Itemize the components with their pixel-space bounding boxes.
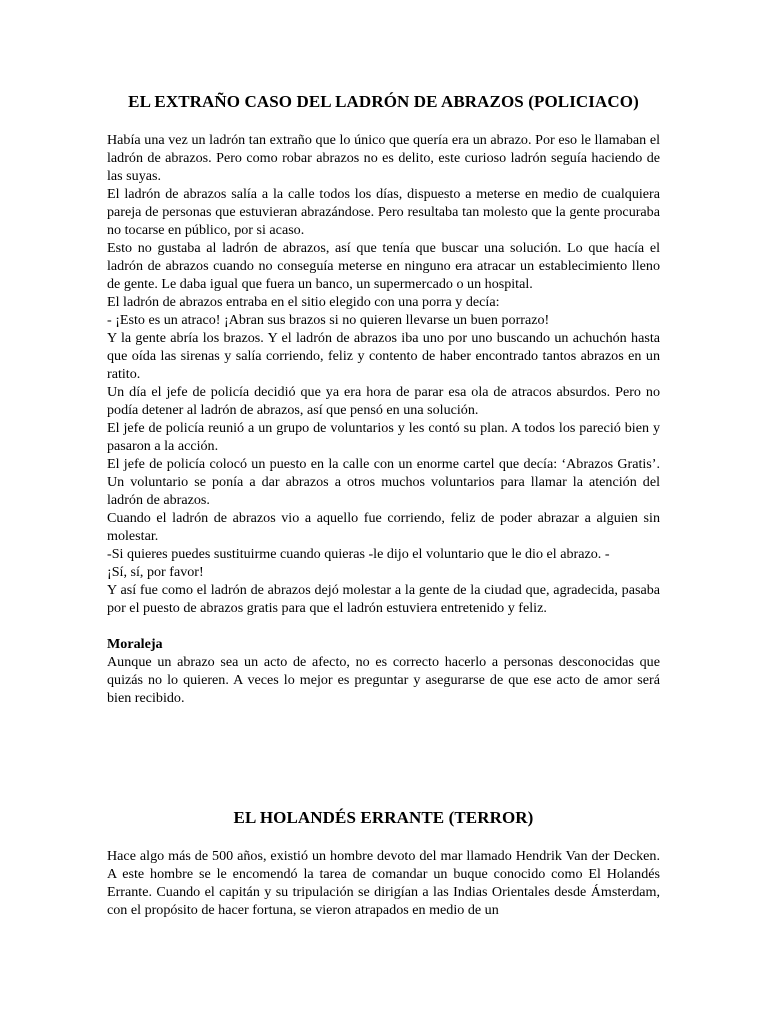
moral-section (107, 635, 660, 707)
story-holandes-errante (107, 808, 660, 919)
paragraph: Cuando el ladrón de abrazos vio a aquello fue corriendo, feliz de poder abrazar a alguien sin molestar. (107, 510, 660, 544)
paragraph: El ladrón de abrazos entraba en el sitio elegido con una porra y decía: (107, 294, 500, 310)
paragraph: El jefe de policía colocó un puesto en la calle con un enorme cartel que decía: ‘Abrazos Gratis’. Un voluntario se ponía a dar abrazos a otros muchos voluntarios para llamar la atención del ladrón de abrazos. (107, 456, 660, 508)
moral-text: Aunque un abrazo sea un acto de afecto, no es correcto hacerlo a personas desconocidas que quizás no lo quieren. A veces lo mejor es preguntar y asegurarse de que ese acto de amor será bien recibido. (107, 654, 660, 706)
story-title: EL HOLANDÉS ERRANTE (TERROR) (233, 808, 534, 827)
paragraph: Y así fue como el ladrón de abrazos dejó molestar a la gente de la ciudad que, agradecida, pasaba por el puesto de abrazos gratis para que el ladrón estuviera entretenido y feliz. (107, 582, 660, 616)
paragraph: El ladrón de abrazos salía a la calle todos los días, dispuesto a meterse en medio de cualquiera pareja de personas que estuvieran abrazándose. Pero resultaba tan molesto que la gente procuraba no tocarse en público, por si acaso. (107, 186, 660, 238)
paragraph: Había una vez un ladrón tan extraño que lo único que quería era un abrazo. Por eso le llamaban el ladrón de abrazos. Pero como robar abrazos no es delito, este curioso ladrón seguía haciendo de las suyas. (107, 132, 660, 184)
story-body (107, 847, 660, 919)
paragraph: Esto no gustaba al ladrón de abrazos, así que tenía que buscar una solución. Lo que hacía el ladrón de abrazos cuando no conseguía meterse en ninguno era atracar un establecimiento lleno de gente. Le daba igual que fuera un banco, un supermercado o un hospital. (107, 240, 660, 292)
paragraph: - ¡Esto es un atraco! ¡Abran sus brazos si no quieren llevarse un buen porrazo! (107, 312, 550, 328)
story-ladron-de-abrazos (107, 92, 660, 707)
story-title: EL EXTRAÑO CASO DEL LADRÓN DE ABRAZOS (POLICIACO) (128, 92, 639, 111)
paragraph: Y la gente abría los brazos. Y el ladrón de abrazos iba uno por uno buscando un achuchón hasta que oída las sirenas y salía corriendo, feliz y contento de haber encontrado tantos abrazos en un ratito. (107, 330, 660, 382)
moral-title: Moraleja (107, 636, 163, 652)
paragraph: El jefe de policía reunió a un grupo de voluntarios y les contó su plan. A todos los pareció bien y pasaron a la acción. (107, 420, 660, 454)
paragraph: Un día el jefe de policía decidió que ya era hora de parar esa ola de atracos absurdos. Pero no podía detener al ladrón de abrazos, así que pensó en una solución. (107, 384, 660, 418)
paragraph: Hace algo más de 500 años, existió un hombre devoto del mar llamado Hendrik Van der Decken. A este hombre se le encomendó la tarea de comandar un buque conocido como El Holandés Errante. Cuando el capitán y su tripulación se dirigían a las Indias Orientales desde Ámsterdam, con el propósito de hacer fortuna, se vieron atrapados en medio de un (107, 848, 660, 918)
paragraph: ¡Sí, sí, por favor! (107, 564, 204, 580)
story-body (107, 131, 660, 617)
paragraph: -Si quieres puedes sustituirme cuando quieras -le dijo el voluntario que le dio el abrazo. - (107, 546, 610, 562)
